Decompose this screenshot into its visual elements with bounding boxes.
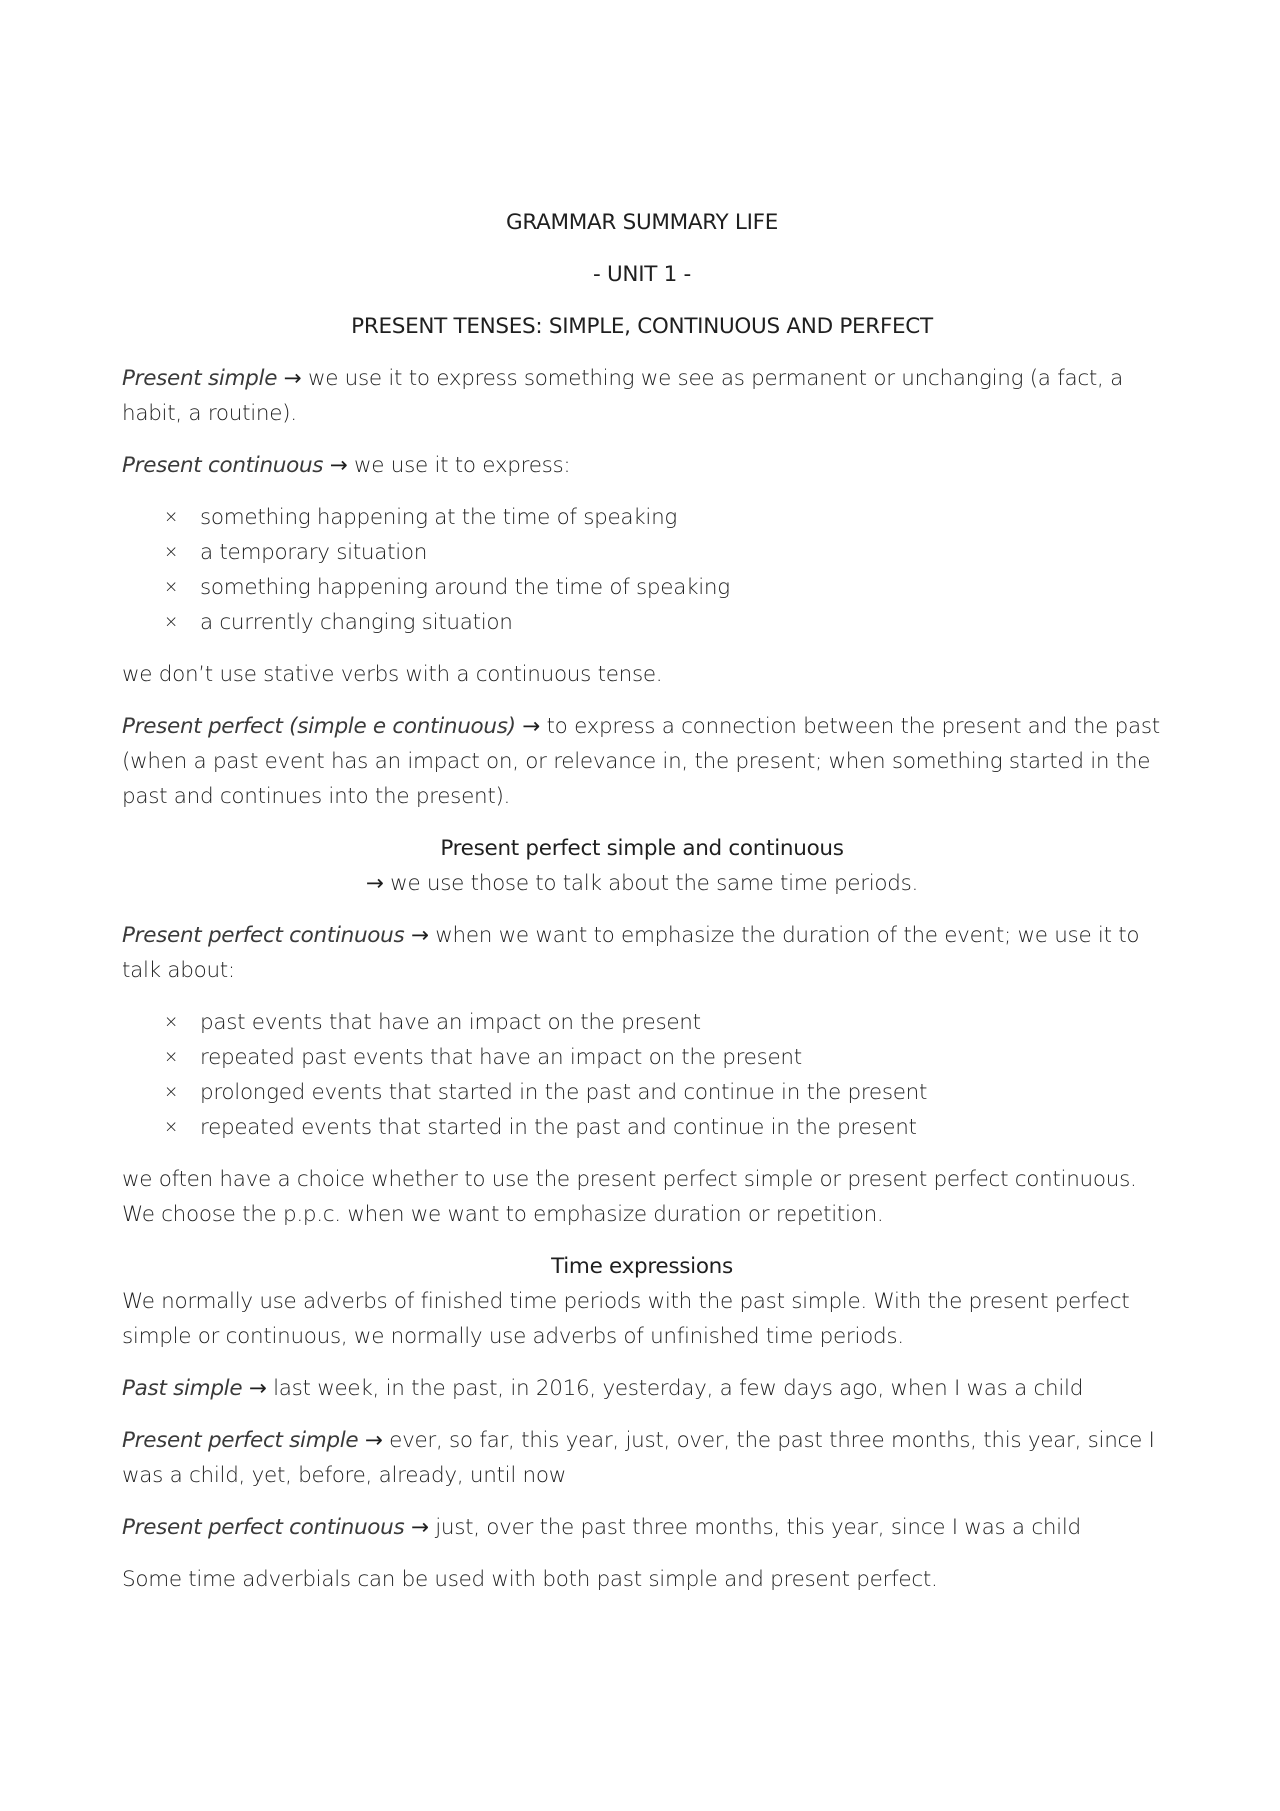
pp-continuous-list [122,1005,1162,1145]
arrow-icon: → [410,923,429,948]
past-simple-text: last week, in the past, in 2016, yesterday, a few days ago, when I was a child [273,1376,1084,1401]
cross-bullet-icon: × [164,1012,178,1032]
arrow-icon: → [364,1428,383,1453]
past-simple-term: Past simple [122,1376,243,1401]
cross-bullet-icon: × [164,1117,178,1137]
unit-label: - UNIT 1 - [593,262,691,287]
document-title: GRAMMAR SUMMARY LIFE [505,210,778,235]
present-continuous-term: Present continuous [122,453,324,478]
list-item: × a temporary situation [164,535,1162,570]
pp-continuous-term: Present perfect continuous [122,923,405,948]
pp-continuous-text: when we want to emphasize the duration of the event; we use it to talk about: [122,923,1140,983]
cross-bullet-icon: × [164,507,178,527]
present-perfect-term: Present perfect (simple e continuous) [122,714,516,739]
time-expressions-text: We normally use adverbs of finished time periods with the past simple. With the present perfect simple or continuous, we normally use adverbs of unfinished time periods. [122,1289,1130,1349]
present-perfect-text: to express a connection between the present and the past (when a past event has an impact on, or relevance in, the present; when something started in the past and continues into the present). [122,714,1160,809]
present-continuous-list [122,500,1162,640]
pp-continuous-paragraph [122,918,1162,988]
pp-simple-continuous-text: we use those to talk about the same time periods. [390,871,919,896]
cross-bullet-icon: × [164,1082,178,1102]
list-item: × something happening around the time of speaking [164,570,1162,605]
present-continuous-paragraph [122,448,1162,483]
arrow-icon: → [522,714,540,739]
choice-note: we often have a choice whether to use the present perfect simple or present perfect continuous. We choose the p.p.c. when we want to emphasize duration or repetition. [122,1167,1137,1227]
present-simple-paragraph [122,361,1162,431]
closing-note: Some time adverbials can be used with both past simple and present perfect. [122,1567,938,1592]
pp-simple-text: ever, so far, this year, just, over, the past three months, this year, since I was a child, yet, before, already, until now [122,1428,1155,1488]
pp-continuous-time-term: Present perfect continuous [122,1515,405,1540]
stative-verbs-note: we don’t use stative verbs with a continuous tense. [122,662,663,687]
list-item: × repeated past events that have an impact on the present [164,1040,1162,1075]
list-item: × something happening at the time of speaking [164,500,1162,535]
cross-bullet-icon: × [164,542,178,562]
past-simple-paragraph [122,1371,1162,1406]
pp-simple-paragraph [122,1423,1162,1493]
list-item: × past events that have an impact on the present [164,1005,1162,1040]
arrow-icon: → [410,1515,429,1540]
list-item: × a currently changing situation [164,605,1162,640]
cross-bullet-icon: × [164,1047,178,1067]
arrow-icon: → [283,366,302,391]
cross-bullet-icon: × [164,577,178,597]
arrow-icon: → [248,1376,267,1401]
section-title: PRESENT TENSES: SIMPLE, CONTINUOUS AND PERFECT [351,314,933,339]
present-simple-term: Present simple [122,366,278,391]
list-item: × repeated events that started in the past and continue in the present [164,1110,1162,1145]
pp-simple-term: Present perfect simple [122,1428,359,1453]
arrow-icon: → [365,871,384,896]
present-continuous-text: we use it to express: [354,453,571,478]
present-perfect-paragraph [122,709,1162,814]
pp-continuous-time-text: just, over the past three months, this year, since I was a child [435,1515,1081,1540]
time-expressions-heading: Time expressions [551,1254,733,1279]
present-simple-text: we use it to express something we see as permanent or unchanging (a fact, a habit, a routine). [122,366,1123,426]
list-item: × prolonged events that started in the past and continue in the present [164,1075,1162,1110]
pp-simple-continuous-heading: Present perfect simple and continuous [440,836,844,861]
cross-bullet-icon: × [164,612,178,632]
document-page [122,205,1162,1614]
pp-continuous-time-paragraph [122,1510,1162,1545]
pp-simple-continuous-line [122,866,1162,901]
arrow-icon: → [329,453,348,478]
